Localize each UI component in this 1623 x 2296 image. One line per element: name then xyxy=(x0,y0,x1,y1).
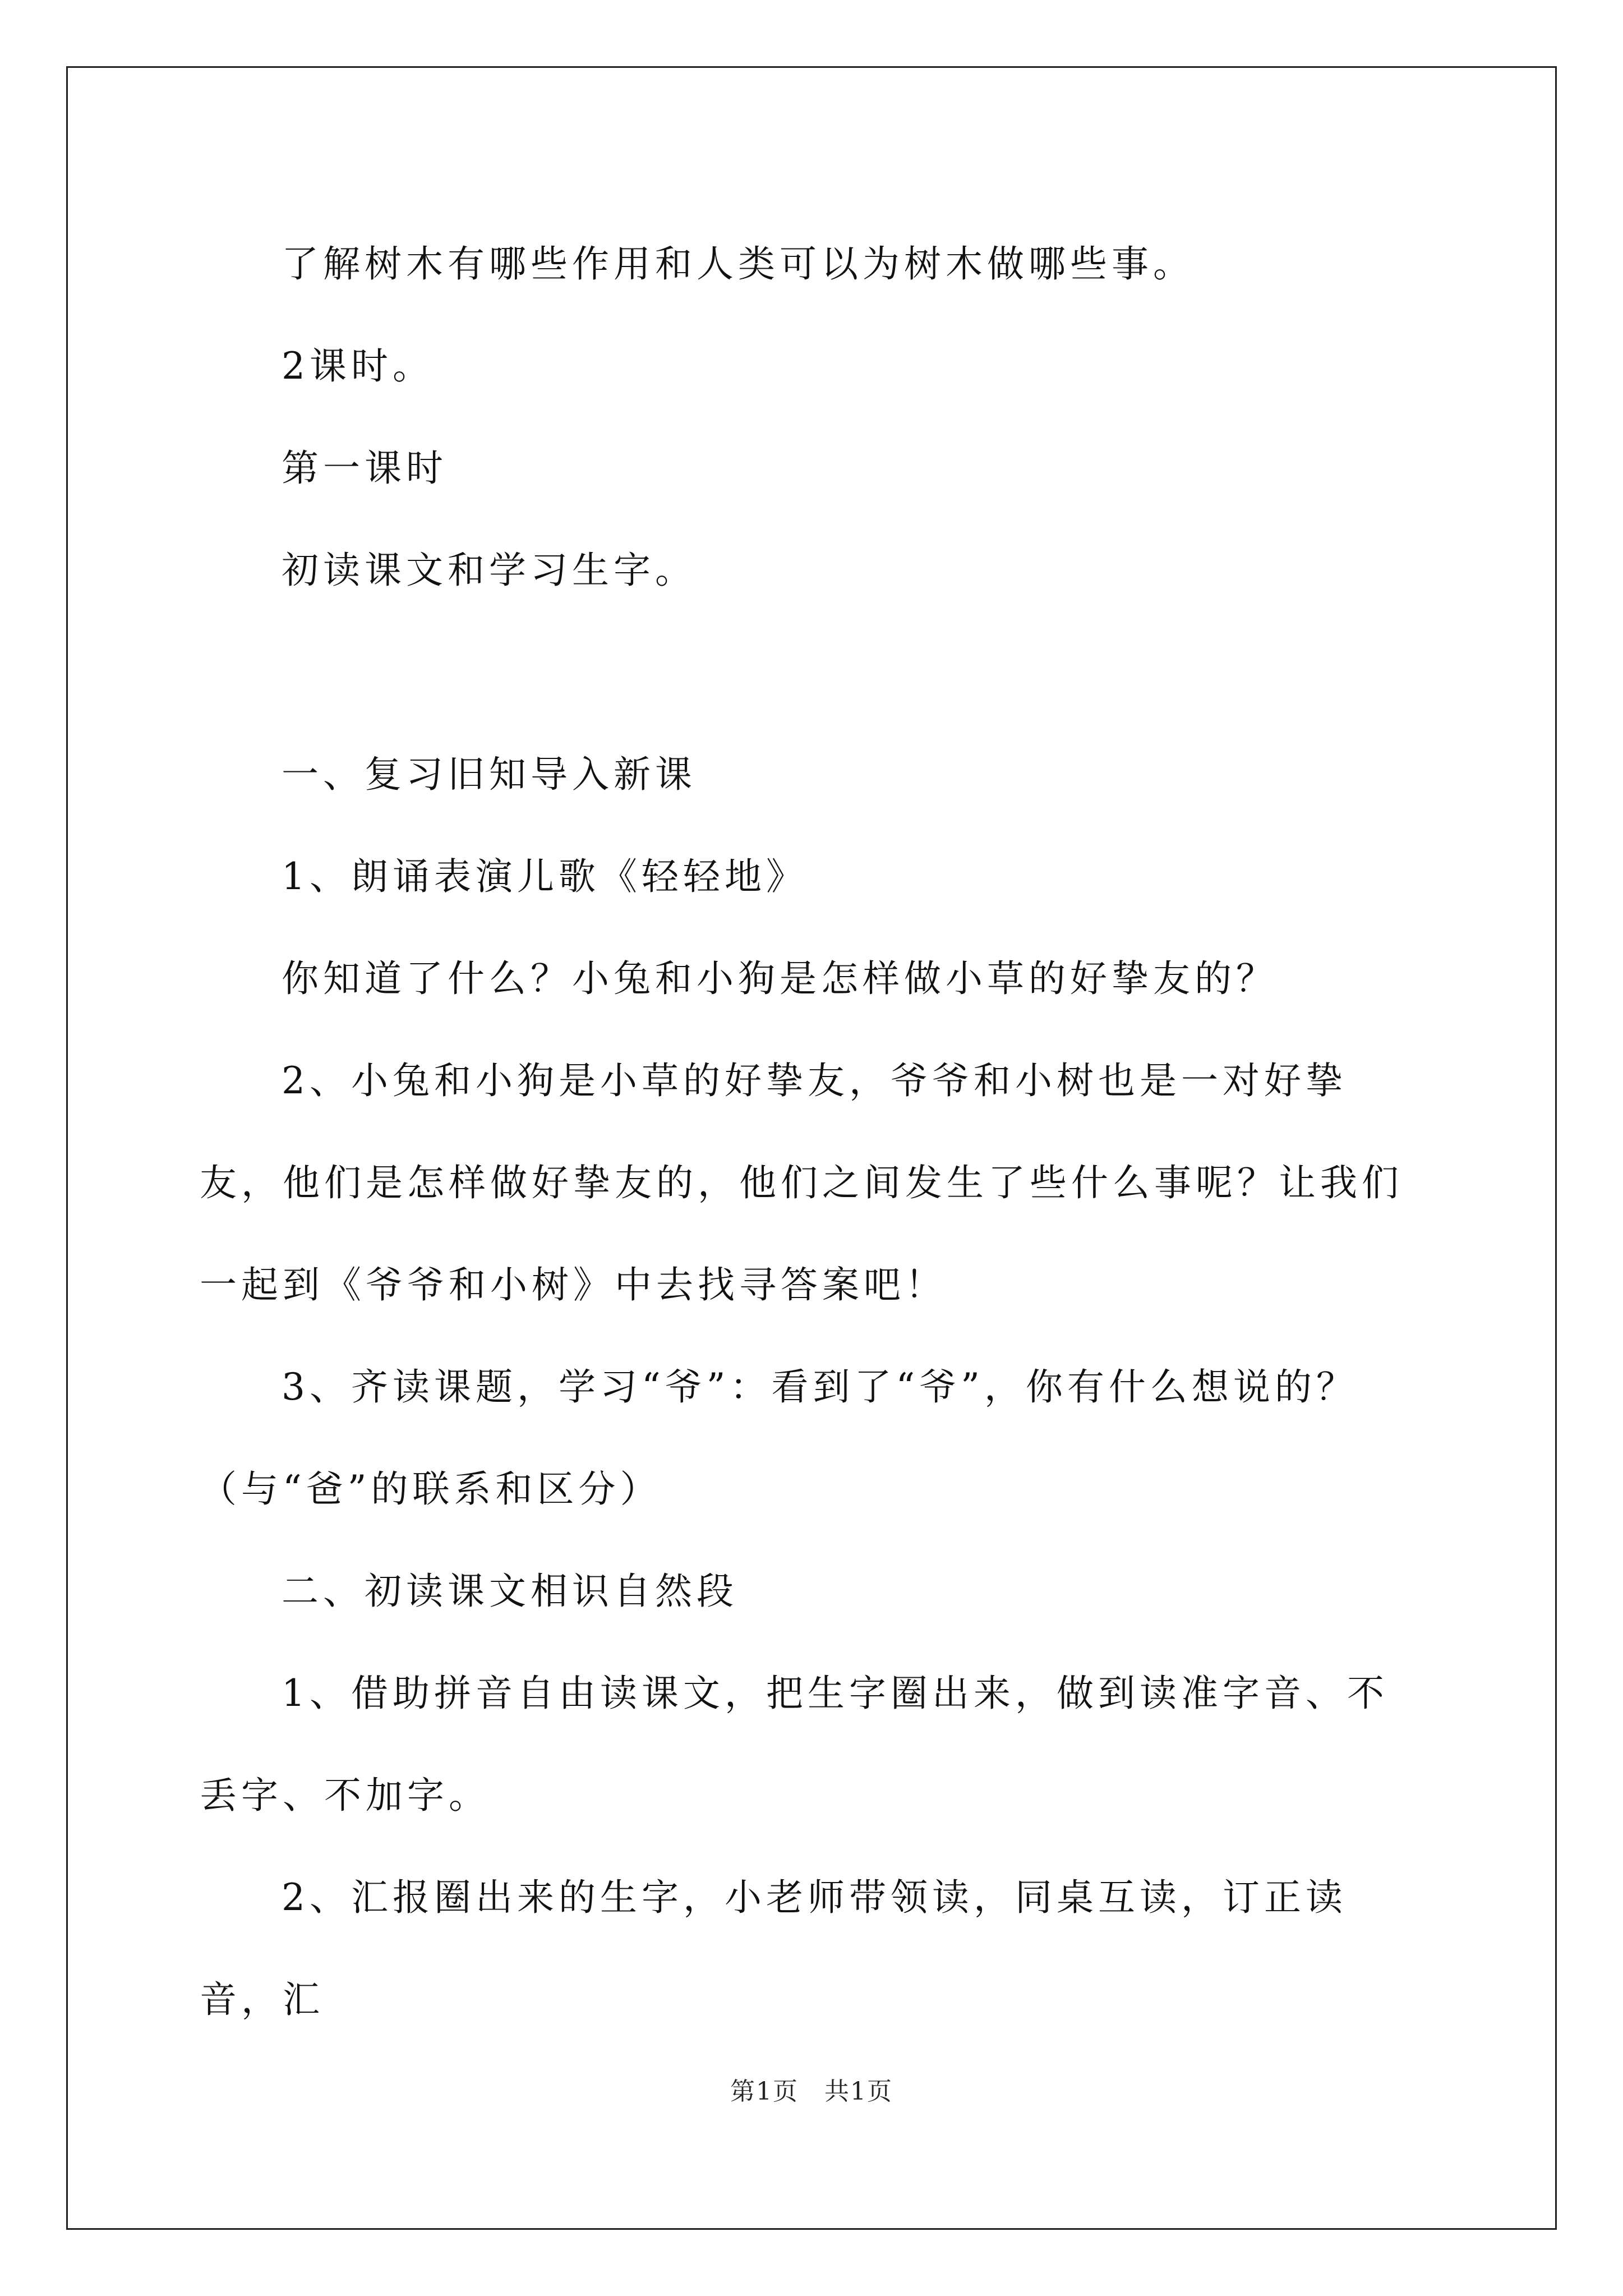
paragraph-6: 你知道了什么？小兔和小狗是怎样做小草的好挚友的？ xyxy=(282,957,1278,1000)
paragraph-9: 1、借助拼音自由读课文，把生字圈出来，做到读准字音、不丢字、不加字。 xyxy=(200,1672,1389,1817)
paragraph-10: 2、汇报圈出来的生字，小老师带领读，同桌互读，订正读音，汇 xyxy=(200,1876,1347,2021)
paragraph-3: 第一课时 xyxy=(282,447,448,490)
document-body xyxy=(200,213,1422,2051)
section-heading-2: 二、初读课文相识自然段 xyxy=(282,1570,738,1613)
paragraph-5: 1、朗诵表演儿歌《轻轻地》 xyxy=(282,855,808,898)
page-footer: 第1页 共1页 xyxy=(730,2077,893,2106)
section-heading-1: 一、复习旧知导入新课 xyxy=(282,753,697,796)
paragraph-4: 初读课文和学习生字。 xyxy=(282,549,697,592)
paragraph-7: 2、小兔和小狗是小草的好挚友，爷爷和小树也是一对好挚友，他们是怎样做好挚友的，他们之间发生了些什么事呢？让我们一起到《爷爷和小树》中去找寻答案吧！ xyxy=(200,1059,1403,1306)
paragraph-8: 3、齐读课题，学习“爷”：看到了“爷”，你有什么想说的？（与“爸”的联系和区分） xyxy=(200,1365,1358,1511)
paragraph-1: 了解树木有哪些作用和人类可以为树木做哪些事。 xyxy=(282,242,1195,286)
paragraph-2: 2课时。 xyxy=(282,344,434,388)
